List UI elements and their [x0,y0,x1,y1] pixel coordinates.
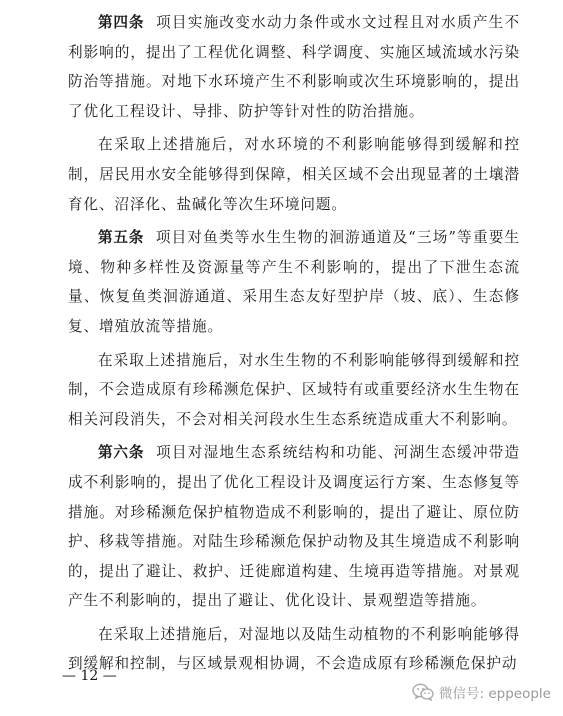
article-5-paragraph [68,223,520,341]
page-number: — 12 — [62,668,117,684]
article-6-heading: 第六条 [98,444,145,462]
wechat-watermark [412,682,551,702]
article-6-paragraph [68,438,520,616]
article-6-spacer [144,444,156,461]
article-4-text: 项目实施改变水动力条件或水文过程且对水质产生不利影响的，提出了工程优化调整、科学调度、实施区域流域水污染防治等措施。对地下水环境产生不利影响或次生环境影响的，提出了优化工程设计、导排、防护等针对性的防治措施。 [68,14,520,120]
article-4-paragraph [68,8,520,126]
article-5-result-text: 在采取上述措施后，对水生生物的不利影响能够得到缓解和控制，不会造成原有珍稀濒危保护、区域特有或重要经济水生生物在相关河段消失，不会对相关河段水生生态系统造成重大不利影响。 [68,351,520,428]
article-6-text: 项目对湿地生态系统结构和功能、河湖生态缓冲带造成不利影响的，提出了优化工程设计及调度运行方案、生态修复等措施。对珍稀濒危保护植物造成不利影响的，提出了避让、原位防护、移栽等措施。对陆生珍稀濒危保护动物及其生境造成不利影响的，提出了避让、救护、迁徙廊道构建、生境再造等措施。对景观产生不利影响的，提出了避让、优化设计、景观塑造等措施。 [68,444,520,610]
article-4-result-paragraph [68,130,520,219]
article-5-text: 项目对鱼类等水生生物的洄游通道及“三场”等重要生境、物种多样性及资源量等产生不利影响的，提出了下泄生态流量、恢复鱼类洄游通道、采用生态友好型护岸（坡、底）、生态修复、增殖放流等措施。 [68,229,520,335]
article-4-spacer [144,14,156,31]
article-5-spacer [144,229,156,246]
article-4-result-text: 在采取上述措施后，对水环境的不利影响能够得到缓解和控制，居民用水安全能够得到保障，相关区域不会出现显著的土壤潜育化、沼泽化、盐碱化等次生环境问题。 [68,136,520,213]
article-4-heading: 第四条 [98,14,145,31]
article-6-result-text: 在采取上述措施后，对湿地以及陆生动植物的不利影响能够得到缓解和控制，与区域景观相协调，不会造成原有珍稀濒危保护动 [68,625,520,673]
document-body [68,8,520,679]
article-6-result-paragraph [68,620,520,679]
wechat-icon [412,683,434,701]
article-5-result-paragraph [68,346,520,435]
article-5-heading: 第五条 [98,229,145,247]
watermark-text: 微信号: eppeople [439,686,551,702]
